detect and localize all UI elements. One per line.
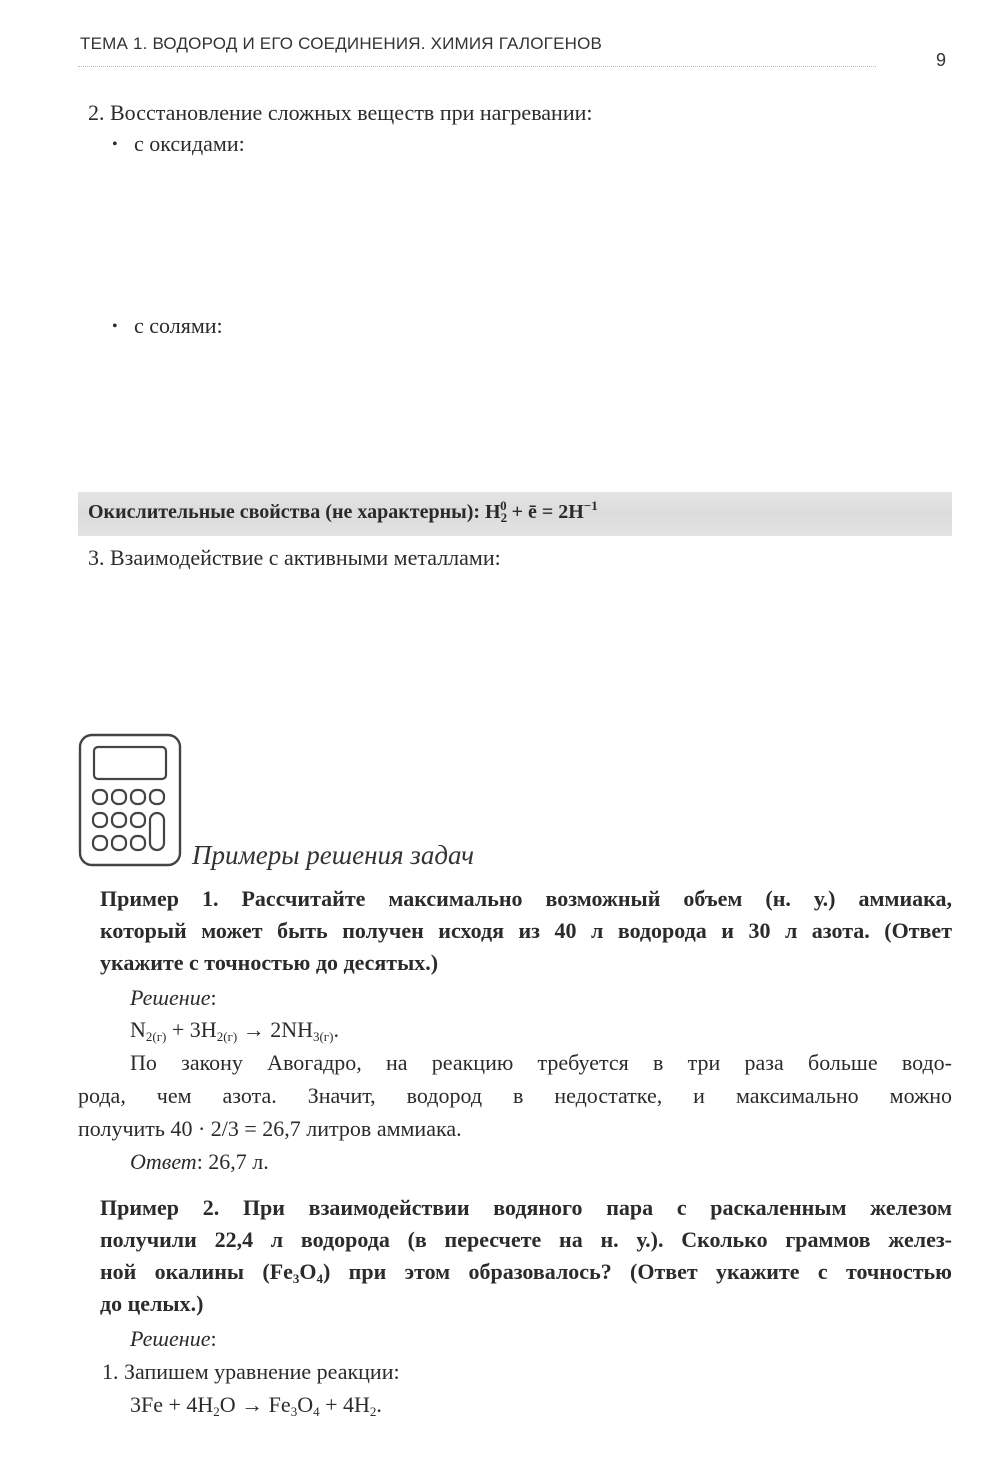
example-2-line-3: ной окалины $(Fe_3O_4)$ при этом образовалось? (Ответ укажите с точностью [100,1259,952,1286]
section-3-heading: 3. Взаимодействие с активными металлами: [88,545,501,570]
header-divider [78,66,876,67]
page-number: 9 [936,50,947,70]
bullet-oxides: с оксидами: [134,131,245,156]
example-2-line-4: до целых.) [100,1291,204,1316]
examples-title: Примеры решения задач [192,840,475,870]
bullet-dot: • [112,136,118,153]
example-2-solution-label: Решение: [130,1326,217,1351]
running-header: ТЕМА 1. ВОДОРОД И ЕГО СОЕДИНЕНИЯ. ХИМИЯ ГАЛОГЕНОВ [80,34,603,53]
calculator-icon [78,733,182,867]
example-2-step-1: 1. Запишем уравнение реакции: [102,1359,400,1384]
example-2-equation: $3Fe + 4H_2O \to Fe_3O_4 + 4H_2$. [130,1392,382,1419]
example-1-equation: $N_{2(г)} + 3H_{2(г)} \to 2NH_{3(г)}$. [130,1017,339,1044]
example-1-line-2: который может быть получен исходя из 40 л водорода и 30 л азота. (Ответ [100,918,952,943]
example-1-answer: Ответ: 26,7 л. [130,1149,269,1174]
bullet-dot: • [112,318,118,335]
oxidizing-properties-box [78,492,952,536]
example-1-solution-label: Решение: [130,985,217,1010]
example-1-text-3: получить 40 · 2/3 = 26,7 литров аммиака. [78,1116,462,1141]
bullet-salts: с солями: [134,313,223,338]
oxidizing-properties-text: Окислительные свойства (не характерны): $H_2^0$ + ē = $2H^{-1}$ [88,498,598,525]
example-1-text-1: По закону Авогадро, на реакцию требуется в три раза больше водо- [130,1050,952,1075]
example-1-line-3: укажите с точностью до десятых.) [100,950,439,975]
example-2-line-1: Пример 2. При взаимодействии водяного пара с раскаленным железом [100,1195,952,1220]
section-2-heading: 2. Восстановление сложных веществ при нагревании: [88,100,593,125]
example-1-text-2: рода, чем азота. Значит, водород в недостатке, и максимально можно [78,1083,952,1108]
example-1-line-1: Пример 1. Рассчитайте максимально возможный объем (н. у.) аммиака, [100,886,952,911]
example-2-line-2: получили 22,4 л водорода (в пересчете на н. у.). Сколько граммов желез- [100,1227,952,1252]
